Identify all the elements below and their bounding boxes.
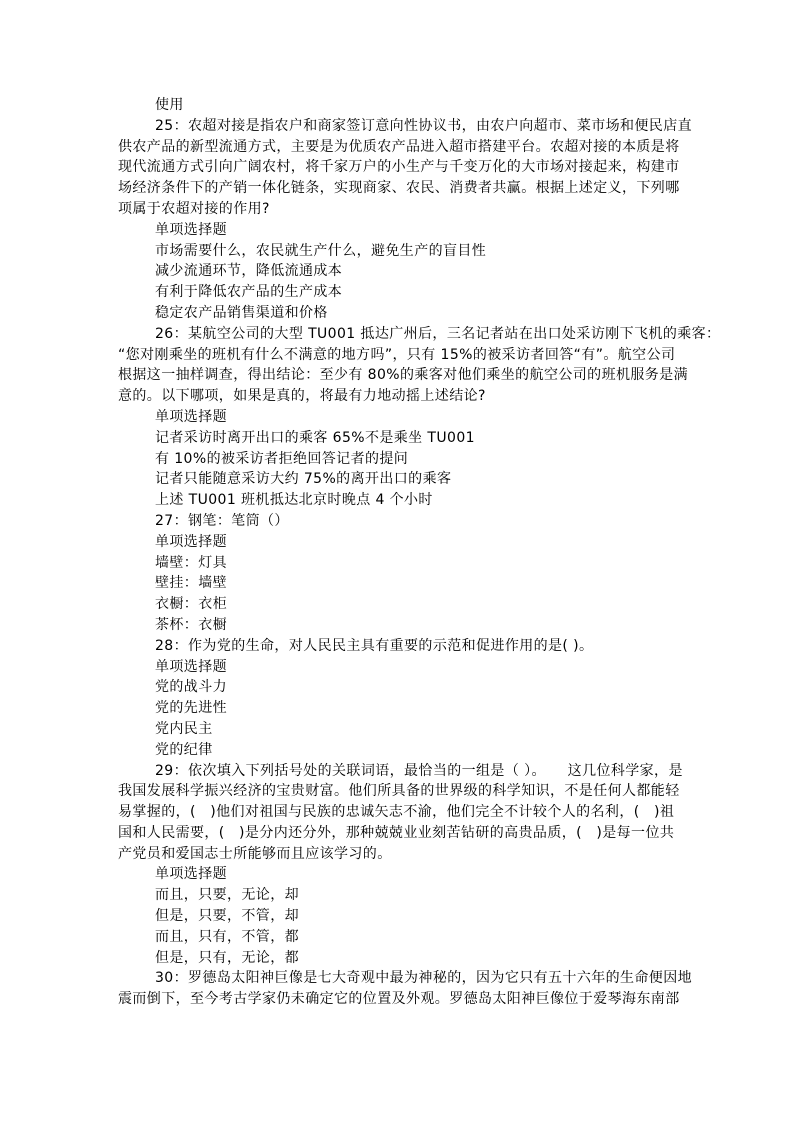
text-line: 27：钢笔：笔筒（） [155,512,289,529]
text-line: 震而倒下，至今考古学家仍未确定它的位置及外观。罗德岛太阳神巨像位于爱琴海东南部 [118,991,680,1008]
text-line: 稳定农产品销售渠道和价格 [155,304,328,321]
text-line: 茶杯：衣橱 [155,616,227,633]
text-line: 场经济条件下的产销一体化链条，实现商家、农民、消费者共赢。根据上述定义，下列哪 [118,180,680,197]
text-line: 单项选择题 [155,408,227,425]
text-line: 单项选择题 [155,221,227,238]
text-line: 意的。以下哪项，如果是真的，将最有力地动摇上述结论? [118,388,486,405]
text-line: 现代流通方式引向广阔农村，将千家万户的小生产与千变万化的大市场对接起来，构建市 [118,159,680,176]
text-line: 减少流通环节，降低流通成本 [155,263,343,280]
text-line: 单项选择题 [155,658,227,675]
text-line: 记者采访时离开出口的乘客 65%不是乘坐 TU001 [155,429,475,446]
text-line: 有 10%的被采访者拒绝回答记者的提问 [155,450,409,467]
text-line: 党的战斗力 [155,679,227,696]
text-line: 单项选择题 [155,866,227,883]
text-line: 29：依次填入下列括号处的关联词语，最恰当的一组是（ ）。 这几位科学家，是 [155,762,683,779]
text-line: 25：农超对接是指农户和商家签订意向性协议书，由农户向超市、菜市场和便民店直 [155,117,693,134]
document-body [118,95,721,1010]
text-line: 记者只能随意采访大约 75%的离开出口的乘客 [155,471,452,488]
text-line: 党内民主 [155,720,213,737]
text-line: 供农产品的新型流通方式，主要是为优质农产品进入超市搭建平台。农超对接的本质是将 [118,138,680,155]
text-line: 单项选择题 [155,533,227,550]
text-line: 30：罗德岛太阳神巨像是七大奇观中最为神秘的，因为它只有五十六年的生命便因地 [155,970,693,987]
text-line: 有利于降低农产品的生产成本 [155,284,343,301]
text-line: 市场需要什么，农民就生产什么，避免生产的盲目性 [155,242,487,259]
text-line: 我国发展科学振兴经济的宝贵财富。他们所具备的世界级的科学知识，不是任何人都能轻 [118,783,680,800]
text-line: 使用 [155,97,184,113]
text-line: 衣橱：衣柜 [155,596,227,613]
text-line: “您对刚乘坐的班机有什么不满意的地方吗”，只有 15%的被采访者回答“有”。航空公司 [118,346,676,363]
text-line: 壁挂：墙壁 [155,575,227,592]
text-line: 但是，只有，无论，都 [155,949,299,966]
text-line: 但是，只要，不管，却 [155,908,299,925]
text-line: 而且，只有，不管，都 [155,928,299,945]
text-line: 党的纪律 [155,741,213,758]
text-line: 党的先进性 [155,700,227,717]
text-line: 28：作为党的生命，对人民民主具有重要的示范和促进作用的是( )。 [155,637,594,654]
text-line: 国和人民需要，( )是分内还分外，那种兢兢业业刻苦钻研的高贵品质，( )是每一位共 [118,824,675,841]
text-line: 而且，只要，无论，却 [155,887,299,904]
text-line: 根据这一抽样调查，得出结论：至少有 80%的乘客对他们乘坐的航空公司的班机服务是满 [118,367,688,384]
text-line: 产党员和爱国志士所能够而且应该学习的。 [118,845,392,862]
text-line: 易掌握的，( )他们对祖国与民族的忠诚矢志不渝，他们完全不计较个人的名利，( )祖 [118,804,675,821]
text-line: 26：某航空公司的大型 TU001 抵达广州后，三名记者站在出口处采访刚下飞机的乘客： [155,325,721,342]
text-line: 上述 TU001 班机抵达北京时晚点 4 个小时 [155,492,433,509]
text-line: 墙壁：灯具 [155,554,227,571]
text-line: 项属于农超对接的作用? [118,200,270,217]
